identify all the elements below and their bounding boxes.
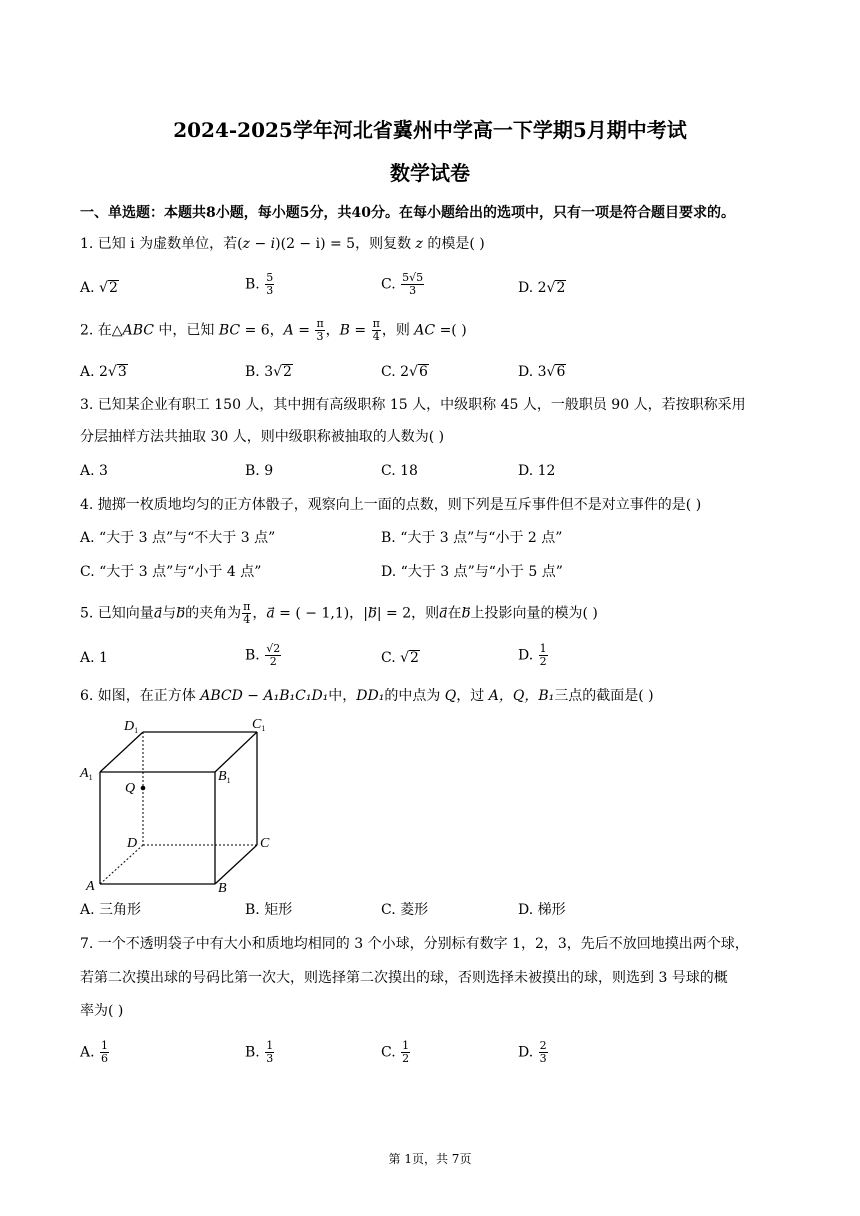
edge-a1-d1 xyxy=(100,732,143,772)
question-6-option-b[interactable]: B. 矩形 xyxy=(245,902,293,918)
question-3-option-d[interactable]: D. 12 xyxy=(518,463,556,479)
question-7-option-a[interactable]: A. $\frac{1}{6}$ xyxy=(80,1039,109,1065)
question-7-option-b[interactable]: B. $\frac{1}{3}$ xyxy=(245,1039,274,1065)
question-5-stem: 5. 已知向量a与b的夹角为 $\frac{\pi}{4}$ ，a = ( − 1,1)，|b⃗| = 2，则a在b上投影向量的模为( ) xyxy=(80,600,598,626)
page-footer: 第 1页，共 7页 xyxy=(388,1152,472,1166)
question-5-option-b[interactable]: B. $\frac{√2}{2}$ xyxy=(245,642,281,668)
label-d1: $D_1$ xyxy=(124,719,139,735)
question-4-option-b[interactable]: B. “大于 3 点”与“小于 2 点” xyxy=(381,530,563,546)
question-6-option-d[interactable]: D. 梯形 xyxy=(518,902,566,918)
question-2-stem: 2. 在△ABC 中，已知 BC = 6，A = $\frac{\pi}{3}$ ，B = $\frac{\pi}{4}$ ，则 AC =( ) xyxy=(80,317,467,343)
question-1-stem: 1. 已知 i 为虚数单位，若(z − i)(2 − i) = 5，则复数 z 的模是( ) xyxy=(80,236,485,252)
edge-b-c xyxy=(215,845,257,884)
question-4-option-d[interactable]: D. “大于 3 点”与“小于 5 点” xyxy=(381,564,563,580)
question-4-stem: 4. 抛掷一枚质地均匀的正方体骰子，观察向上一面的点数，则下列是互斥事件但不是对立事件的是( ) xyxy=(80,497,702,513)
label-a: A xyxy=(86,879,95,892)
question-3-option-a[interactable]: A. 3 xyxy=(80,463,108,479)
question-1-option-d[interactable]: D. 2√2 xyxy=(518,280,566,296)
question-7-stem-line3: 率为( ) xyxy=(80,1003,124,1019)
edge-b1-c1 xyxy=(215,732,257,772)
question-7-option-c[interactable]: C. $\frac{1}{2}$ xyxy=(381,1039,410,1065)
label-c1: $C_1$ xyxy=(252,717,266,733)
question-5-option-d[interactable]: D. $\frac{1}{2}$ xyxy=(518,642,547,668)
document-subtitle: 数学试卷 xyxy=(390,161,470,185)
question-2-option-a[interactable]: A. 2√3 xyxy=(80,364,127,380)
question-7-stem-line1: 7. 一个不透明袋子中有大小和质地均相同的 3 个小球，分别标有数字 1，2，3，先后不放回地摸出两个球， xyxy=(80,936,749,952)
question-3-option-c[interactable]: C. 18 xyxy=(381,463,418,479)
question-3-option-b[interactable]: B. 9 xyxy=(245,463,274,479)
question-7-option-d[interactable]: D. $\frac{2}{3}$ xyxy=(518,1039,547,1065)
label-c: C xyxy=(260,836,270,851)
question-6-option-a[interactable]: A. 三角形 xyxy=(80,902,142,918)
question-2-option-d[interactable]: D. 3√6 xyxy=(518,364,566,380)
question-3-stem-line1: 3. 已知某企业有职工 150 人，其中拥有高级职称 15 人，中级职称 45 人，一般职员 90 人，若按职称采用 xyxy=(80,397,746,413)
question-5-option-c[interactable]: C. √2 xyxy=(381,650,419,666)
label-q: Q xyxy=(125,781,136,796)
question-6-stem: 6. 如图，在正方体 ABCD − A₁B₁C₁D₁中，DD₁的中点为 Q，过 A，Q，B₁三点的截面是( ) xyxy=(80,688,654,704)
label-a1: $A_1$ xyxy=(80,766,93,782)
label-b: B xyxy=(218,881,227,892)
question-3-stem-line2: 分层抽样方法共抽取 30 人，则中级职称被抽取的人数为( ) xyxy=(80,429,445,445)
cube-figure xyxy=(78,712,278,892)
question-1-option-c[interactable]: C. $\frac{5√5}{3}$ xyxy=(381,271,424,297)
label-d: D xyxy=(127,836,138,851)
question-5-option-a[interactable]: A. 1 xyxy=(80,650,108,666)
question-6-option-c[interactable]: C. 菱形 xyxy=(381,902,429,918)
question-2-option-b[interactable]: B. 3√2 xyxy=(245,364,292,380)
question-7-stem-line2: 若第二次摸出球的号码比第一次大，则选择第二次摸出的球，否则选择未被摸出的球，则选到 3 号球的概 xyxy=(80,970,728,986)
point-q xyxy=(141,786,146,791)
section-heading: 一、单选题：本题共8小题，每小题5分，共40分。在每小题给出的选项中，只有一项是符合题目要求的。 xyxy=(80,205,735,221)
question-4-option-c[interactable]: C. “大于 3 点”与“小于 4 点” xyxy=(80,564,262,580)
question-4-option-a[interactable]: A. “大于 3 点”与“不大于 3 点” xyxy=(80,530,276,546)
question-1-option-b[interactable]: B. $\frac{5}{3}$ xyxy=(245,271,274,297)
label-b1: $B_1$ xyxy=(218,769,231,785)
question-2-option-c[interactable]: C. 2√6 xyxy=(381,364,428,380)
question-1-option-a[interactable]: A. √2 xyxy=(80,280,118,296)
document-title: 2024-2025学年河北省冀州中学高一下学期5月期中考试 xyxy=(173,118,687,142)
